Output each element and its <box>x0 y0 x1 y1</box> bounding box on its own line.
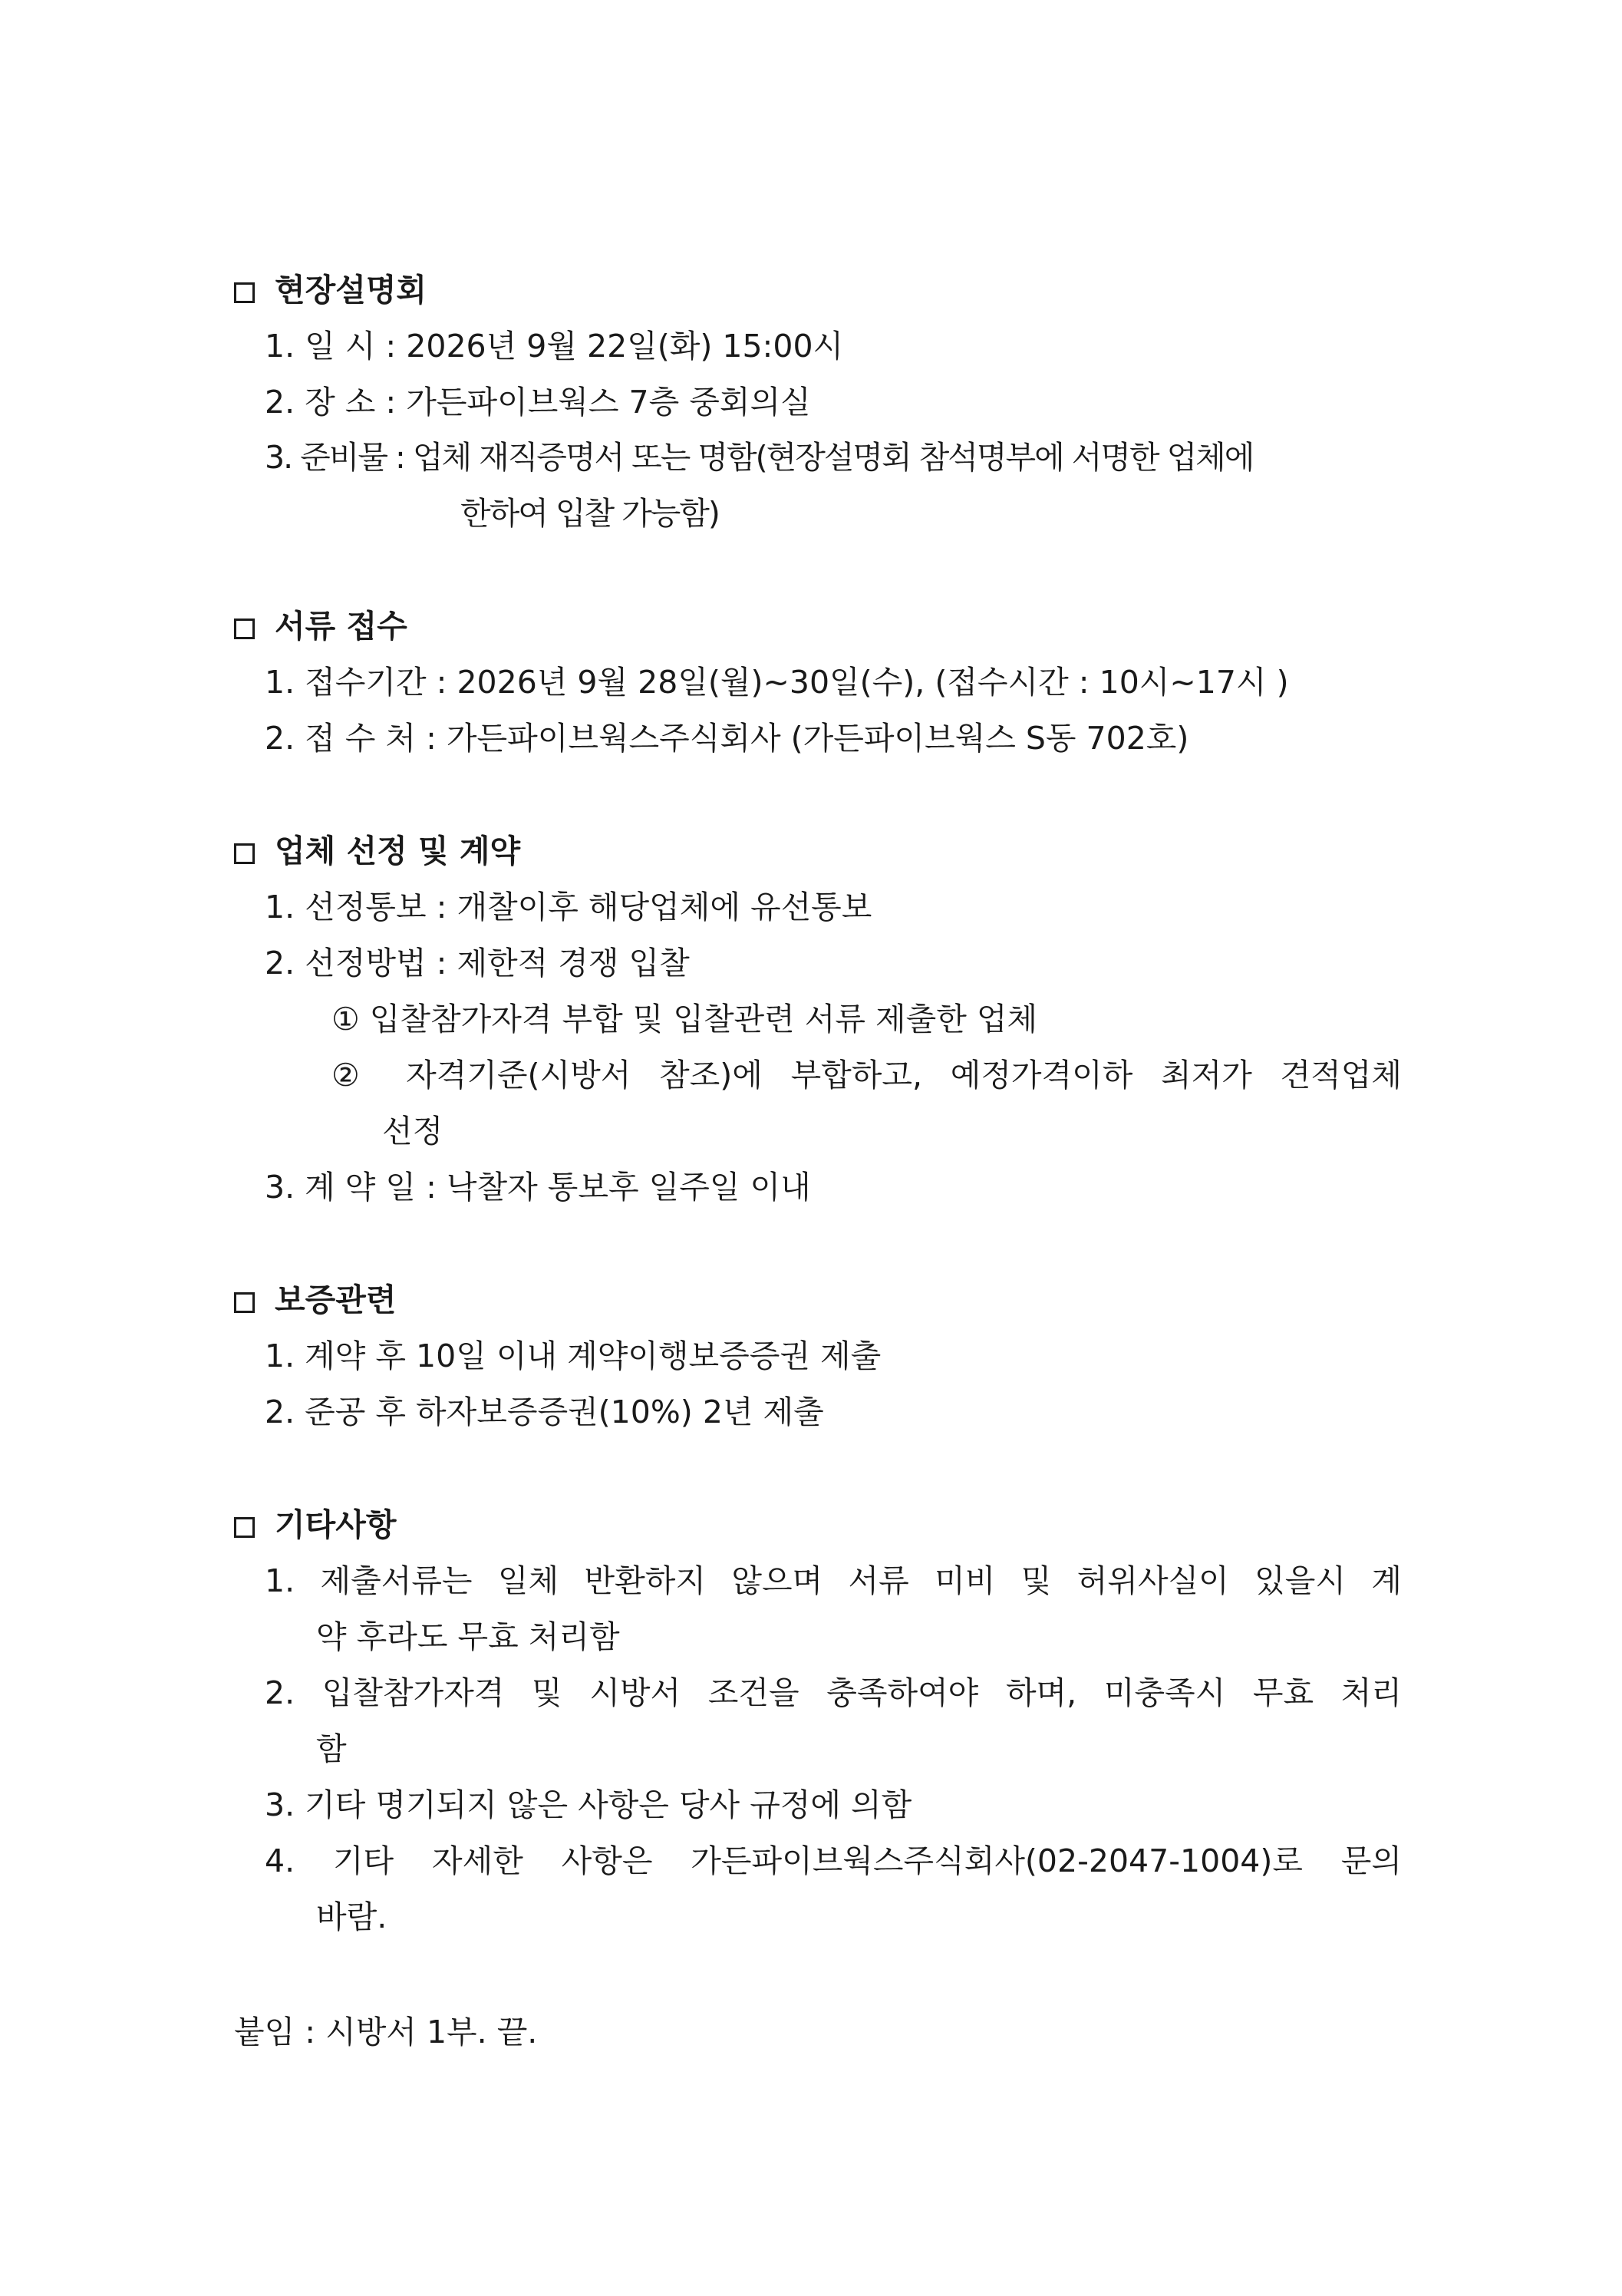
checkbox-square-icon <box>234 282 255 303</box>
misc-item-1: 1. 제출서류는 일체 반환하지 않으며 서류 미비 및 허위사실이 있을시 계 <box>265 1562 1402 1599</box>
selection-criterion-1: ① 입찰참가자격 부합 및 입찰관련 서류 제출한 업체 <box>331 1001 1038 1037</box>
section-heading-selection-contract <box>234 830 520 873</box>
section-heading-misc <box>234 1503 396 1546</box>
selection-method: 2. 선정방법 : 제한적 경쟁 입찰 <box>265 945 690 981</box>
misc-item-1-cont: 약 후라도 무효 처리함 <box>316 1618 620 1655</box>
selection-criterion-2: ② 자격기준(시방서 참조)에 부합하고, 예정가격이하 최저가 견적업체 <box>331 1057 1402 1094</box>
section-title: 업체 선정 및 계약 <box>275 833 521 869</box>
attachment-note: 붙임 : 시방서 1부. 끝. <box>234 2014 538 2050</box>
section-heading-guarantee <box>234 1278 396 1321</box>
guarantee-defect: 2. 준공 후 하자보증증권(10%) 2년 제출 <box>265 1394 824 1430</box>
selection-notice: 1. 선정통보 : 개찰이후 해당업체에 유선통보 <box>265 889 872 925</box>
guarantee-performance: 1. 계약 후 10일 이내 계약이행보증증권 제출 <box>265 1338 882 1374</box>
submission-place: 2. 접 수 처 : 가든파이브웍스주식회사 (가든파이브웍스 S동 702호) <box>265 720 1189 757</box>
section-title: 현장설명회 <box>275 272 427 308</box>
checkbox-square-icon <box>234 1517 255 1538</box>
site-briefing-datetime: 1. 일 시 : 2026년 9월 22일(화) 15:00시 <box>265 328 844 365</box>
misc-item-2-cont: 함 <box>316 1730 347 1767</box>
section-title: 보증관련 <box>275 1282 397 1318</box>
section-title: 서류 접수 <box>275 608 407 645</box>
misc-item-2: 2. 입찰참가자격 및 시방서 조건을 충족하여야 하며, 미충족시 무효 처리 <box>265 1674 1402 1711</box>
checkbox-square-icon <box>234 1292 255 1313</box>
contract-date: 3. 계 약 일 : 낙찰자 통보후 일주일 이내 <box>265 1169 811 1206</box>
section-heading-document-submission <box>234 605 407 648</box>
checkbox-square-icon <box>234 619 255 639</box>
submission-period: 1. 접수기간 : 2026년 9월 28일(월)~30일(수), (접수시간 : 10시~17시 ) <box>265 664 1289 701</box>
site-briefing-location: 2. 장 소 : 가든파이브웍스 7층 중회의실 <box>265 384 811 421</box>
site-briefing-materials-cont: 한하여 입찰 가능함) <box>460 495 719 532</box>
section-title: 기타사항 <box>275 1506 397 1543</box>
checkbox-square-icon <box>234 843 255 864</box>
site-briefing-materials: 3. 준비물 : 업체 재직증명서 또는 명함(현장설명회 참석명부에 서명한 업체에 <box>265 439 1254 476</box>
misc-item-3: 3. 기타 명기되지 않은 사항은 당사 규정에 의함 <box>265 1786 912 1823</box>
section-heading-site-briefing <box>234 269 427 312</box>
selection-criterion-2-cont: 선정 <box>382 1113 443 1150</box>
misc-item-4: 4. 기타 자세한 사항은 가든파이브웍스주식회사(02-2047-1004)로 문의 <box>265 1842 1402 1879</box>
misc-item-4-cont: 바람. <box>316 1898 387 1935</box>
